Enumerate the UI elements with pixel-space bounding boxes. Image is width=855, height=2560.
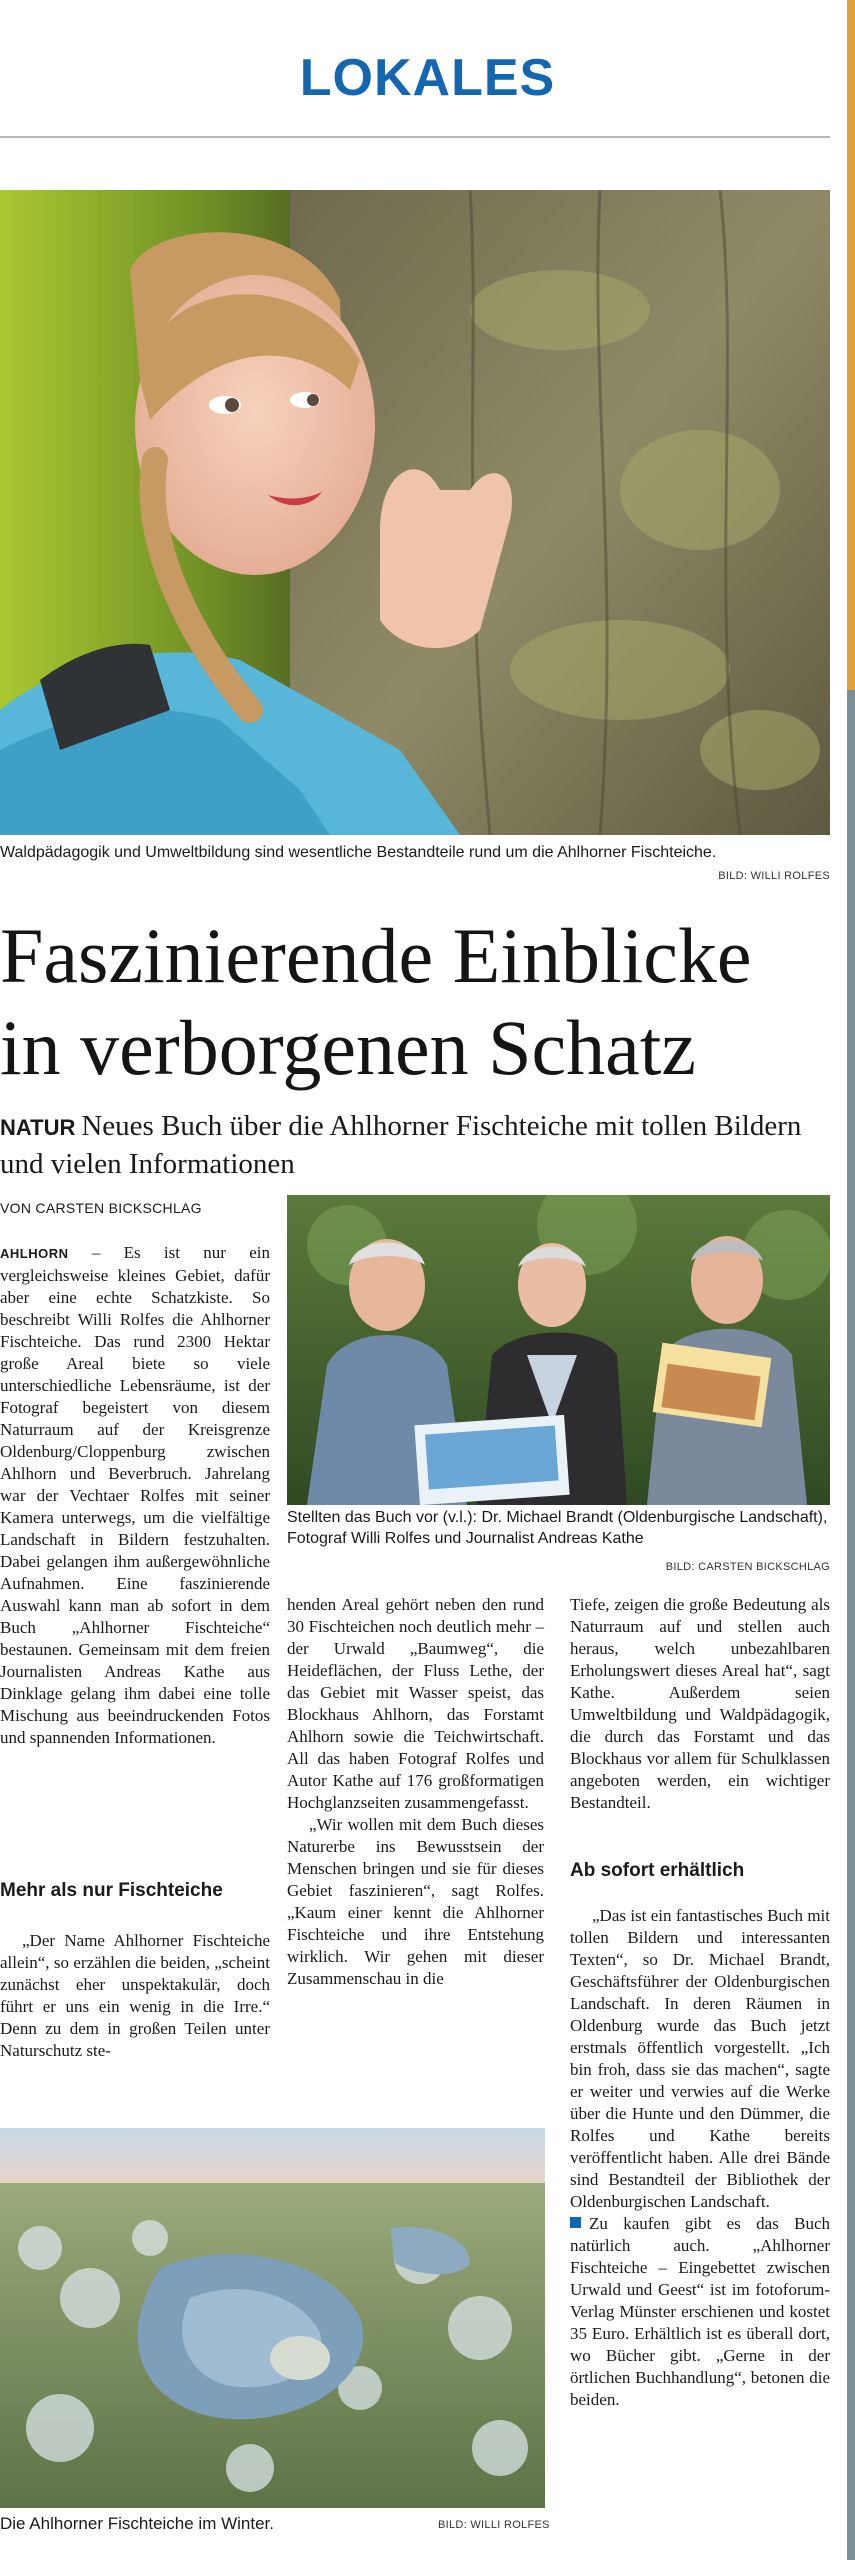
column-2-paragraph-2: „Wir wollen mit dem Buch dieses Naturerbe ins Bewusstsein der Menschen bringen und sie für dieses Gebiet faszinieren“, sagt Rolfes. „Kaum einer kennt die Ahlhorner Fischteiche und ihre Entstehung wirklich. Wir gehen mit dieser Zusammenschau in die <box>287 1815 544 1988</box>
article-column-3 <box>570 1594 830 1814</box>
article-subheadline: Neues Buch über die Ahlhorner Fischteiche mit tollen Bildern und vielen Informationen <box>0 1110 802 1180</box>
article-headline: Faszinierende Einblicke in verborgenen Schatz <box>0 912 752 1091</box>
article-column-2 <box>287 1594 544 1990</box>
article-kicker: NATUR <box>0 1115 76 1140</box>
column-3-paragraph-3: Zu kaufen gibt es das Buch natürlich auch. „Ahlhorner Fischteiche – Eingebettet zwischen Urwald und Geest“ ist im fotoforum-Verlag Münster erschienen und kostet 35 Euro. Erhältlich ist es überall dort, wo Bücher gibt. „Gerne in der örtlichen Buchhandlung“, betonen die beiden. <box>570 2214 830 2409</box>
column-3-paragraph-1: Tiefe, zeigen die große Bedeutung als Naturraum auf und stellen auch heraus, welch unbezahlbaren Erholungswert dieses Areal hat“, sagt Kathe. Außerdem seien Umweltbildung und Waldpädagogik, die durch das Forstamt und das Blockhaus vor allem für Schulklassen angeboten werden, ein wichtiger Bestandteil. <box>570 1595 830 1812</box>
column-3-paragraph-2: „Das ist ein fantastisches Buch mit tollen Bildern und interessanten Texten“, so Dr. Michael Brandt, Geschäftsführer der Oldenburgischen Landschaft. In deren Räumen in Oldenburg wurde das Buch jetzt erstmals öffentlich vorgestellt. „Ich bin froh, dass sie das machen“, sagte er weiter und verwies auf die Werke über die Hunte und den Dümmer, die Rolfes und Kathe bereits veröffentlicht haben. Alle drei Bände sind Bestandteil der Bibliothek der Oldenburgischen Landschaft. <box>570 1906 830 2211</box>
winter-ponds-illustration <box>0 2128 545 2508</box>
top-photo-caption: Waldpädagogik und Umweltbildung sind wesentliche Bestandteile rund um die Ahlhorner Fischteiche. <box>0 844 717 861</box>
top-photo <box>0 190 830 835</box>
article-column-1-continued <box>0 1930 270 2062</box>
article-lead-paragraph: AHLHORN – Es ist nur ein vergleichsweise kleines Gebiet, dafür aber eine echte Schatzkiste. So beschreibt Willi Rolfes die Ahlhorner Fischteiche. Das rund 2300 Hektar große Areal biete so viele unterschiedliche Lebensräume, ist der Fotograf begeistert von diesem Naturraum auf der Kreisgrenze Oldenburg/Cloppenburg zwischen Ahlhorn und Beverbruch. Jahrelang war der Vechtaer Rolfes mit seiner Kamera unterwegs, um die vielfältige Landschaft in Bildern festzuhalten. Dabei gelangen ihm außergewöhnliche Aufnahmen. Eine faszinierende Auswahl kann man ab sofort in dem Buch „Ahlhorner Fischteiche“ bestaunen. Gemeinsam mit dem freien Journalisten Andreas Kathe aus Dinklage gelang ihm dabei eine tolle Mischung aus beeindruckenden Fotos und spannenden Informationen. <box>0 1243 271 1747</box>
three-men-illustration <box>287 1195 830 1505</box>
section-title: LOKALES <box>299 49 556 107</box>
blue-square-icon <box>570 2217 581 2228</box>
article-column-1 <box>0 1242 270 1749</box>
article-byline: VON CARSTEN BICKSCHLAG <box>0 1200 202 1216</box>
group-photo-credit: BILD: CARSTEN BICKSCHLAG <box>665 1561 830 1573</box>
column-2-paragraph-1: henden Areal gehört neben den rund 30 Fischteichen noch deutlich mehr – der Urwald „Baumweg“, die Heideflächen, der Fluss Lethe, der das Gebiet mit Wasser speist, das Blockhaus Ahlhorn, das Forstamt Ahlhorn sowie die Teichwirtschaft. All das haben Fotograf Rolfes und Autor Kathe auf 176 großformatigen Hochglanzseiten zusammengefasst. <box>287 1595 544 1812</box>
winter-photo <box>0 2128 545 2508</box>
page-edge-bar <box>847 0 855 2560</box>
winter-photo-caption: Die Ahlhorner Fischteiche im Winter. <box>0 2514 274 2533</box>
column-1-subheading: Mehr als nur Fischteiche <box>0 1880 223 1901</box>
article-subheadline-block <box>0 1108 830 1183</box>
article-dateline: AHLHORN <box>0 1246 69 1261</box>
column-3-subheading: Ab sofort erhältlich <box>570 1860 745 1881</box>
header-rule <box>0 136 830 138</box>
group-photo <box>287 1195 830 1505</box>
group-photo-caption: Stellten das Buch vor (v.l.): Dr. Michael Brandt (Oldenburgische Landschaft), Fotograf Willi Rolfes und Journalist Andreas Kathe <box>287 1509 828 1547</box>
top-photo-credit: BILD: WILLI ROLFES <box>718 870 830 882</box>
article-column-3-continued <box>570 1905 830 2411</box>
girl-tree-illustration <box>0 190 830 835</box>
winter-photo-credit: BILD: WILLI ROLFES <box>438 2519 550 2531</box>
column-1-paragraph-2: „Der Name Ahlhorner Fischteiche allein“, so erzählen die beiden, „scheint zunächst eher unspektakulär, doch führt er uns ein wenig in die Irre.“ Denn zu dem in großen Teilen unter Naturschutz ste- <box>0 1931 270 2060</box>
